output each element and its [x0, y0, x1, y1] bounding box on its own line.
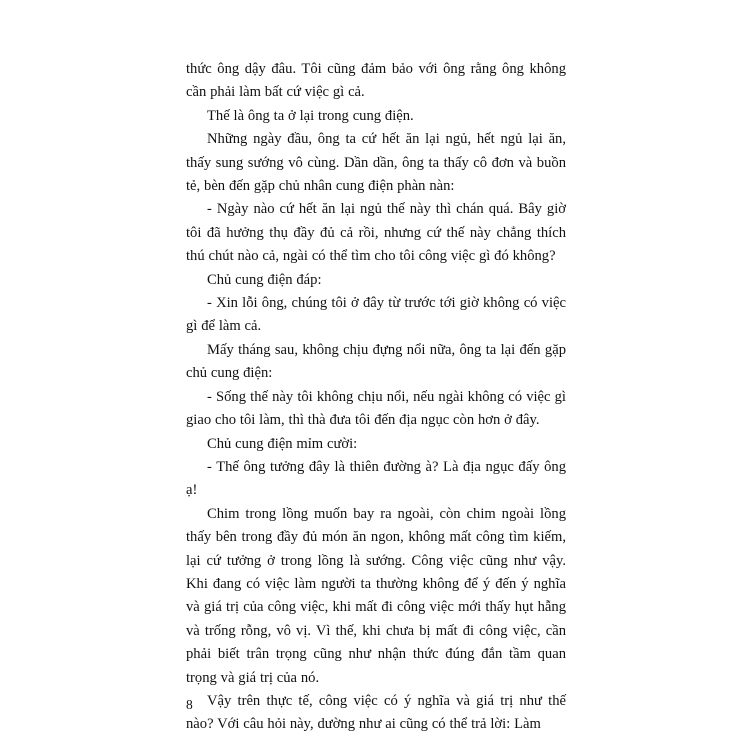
- paragraph: - Ngày nào cứ hết ăn lại ngủ thế này thì chán quá. Bây giờ tôi đã hưởng thụ đầy đủ cả rồi, nhưng cứ thế này chẳng thích thú chút nào cả, ngài có thể tìm cho tôi công việc gì đó không?: [186, 201, 566, 265]
- paragraph: Những ngày đầu, ông ta cứ hết ăn lại ngủ, hết ngủ lại ăn, thấy sung sướng vô cùng. Dần dần, ông ta thấy cô đơn và buồn tẻ, bèn đến gặp chủ nhân cung điện phàn nàn:: [186, 131, 566, 195]
- body-text-column: [186, 58, 566, 737]
- paragraph: Chủ cung điện mỉm cười:: [207, 435, 358, 452]
- paragraph: thức ông dậy đâu. Tôi cũng đảm bảo với ông rằng ông không cần phải làm bất cứ việc gì cả.: [186, 61, 566, 101]
- paragraph: Chim trong lồng muốn bay ra ngoài, còn chim ngoài lồng thấy bên trong đầy đủ món ăn ngon, không mất công tìm kiếm, lại cứ tưởng ở trong lồng là sướng. Công việc cũng như vậy. Khi đang có việc làm người ta thường không để ý đến ý nghĩa và giá trị của công việc, khi mất đi công việc mới thấy hụt hẫng và trống rỗng, vô vị. Vì thế, khi chưa bị mất đi công việc, cần phải biết trân trọng cũng như nhận thức đúng đắn tầm quan trọng và giá trị của nó.: [186, 505, 566, 686]
- paragraph: Thế là ông ta ở lại trong cung điện.: [207, 107, 414, 124]
- page-number: 8: [186, 697, 193, 712]
- paragraph: Vậy trên thực tế, công việc có ý nghĩa và giá trị như thế nào? Với câu hỏi này, dường như ai cũng có thể trả lời: Làm: [186, 692, 566, 733]
- paragraph: - Thế ông tưởng đây là thiên đường à? Là địa ngục đấy ông ạ!: [186, 458, 566, 499]
- paragraph: - Sống thế này tôi không chịu nổi, nếu ngài không có việc gì giao cho tôi làm, thì thà đưa tôi đến địa ngục còn hơn ở đây.: [186, 388, 566, 429]
- paragraph: Chủ cung điện đáp:: [207, 271, 322, 288]
- paragraph: Mấy tháng sau, không chịu đựng nổi nữa, ông ta lại đến gặp chủ cung điện:: [186, 341, 566, 382]
- paragraph: - Xin lỗi ông, chúng tôi ở đây từ trước tới giờ không có việc gì để làm cả.: [186, 295, 566, 335]
